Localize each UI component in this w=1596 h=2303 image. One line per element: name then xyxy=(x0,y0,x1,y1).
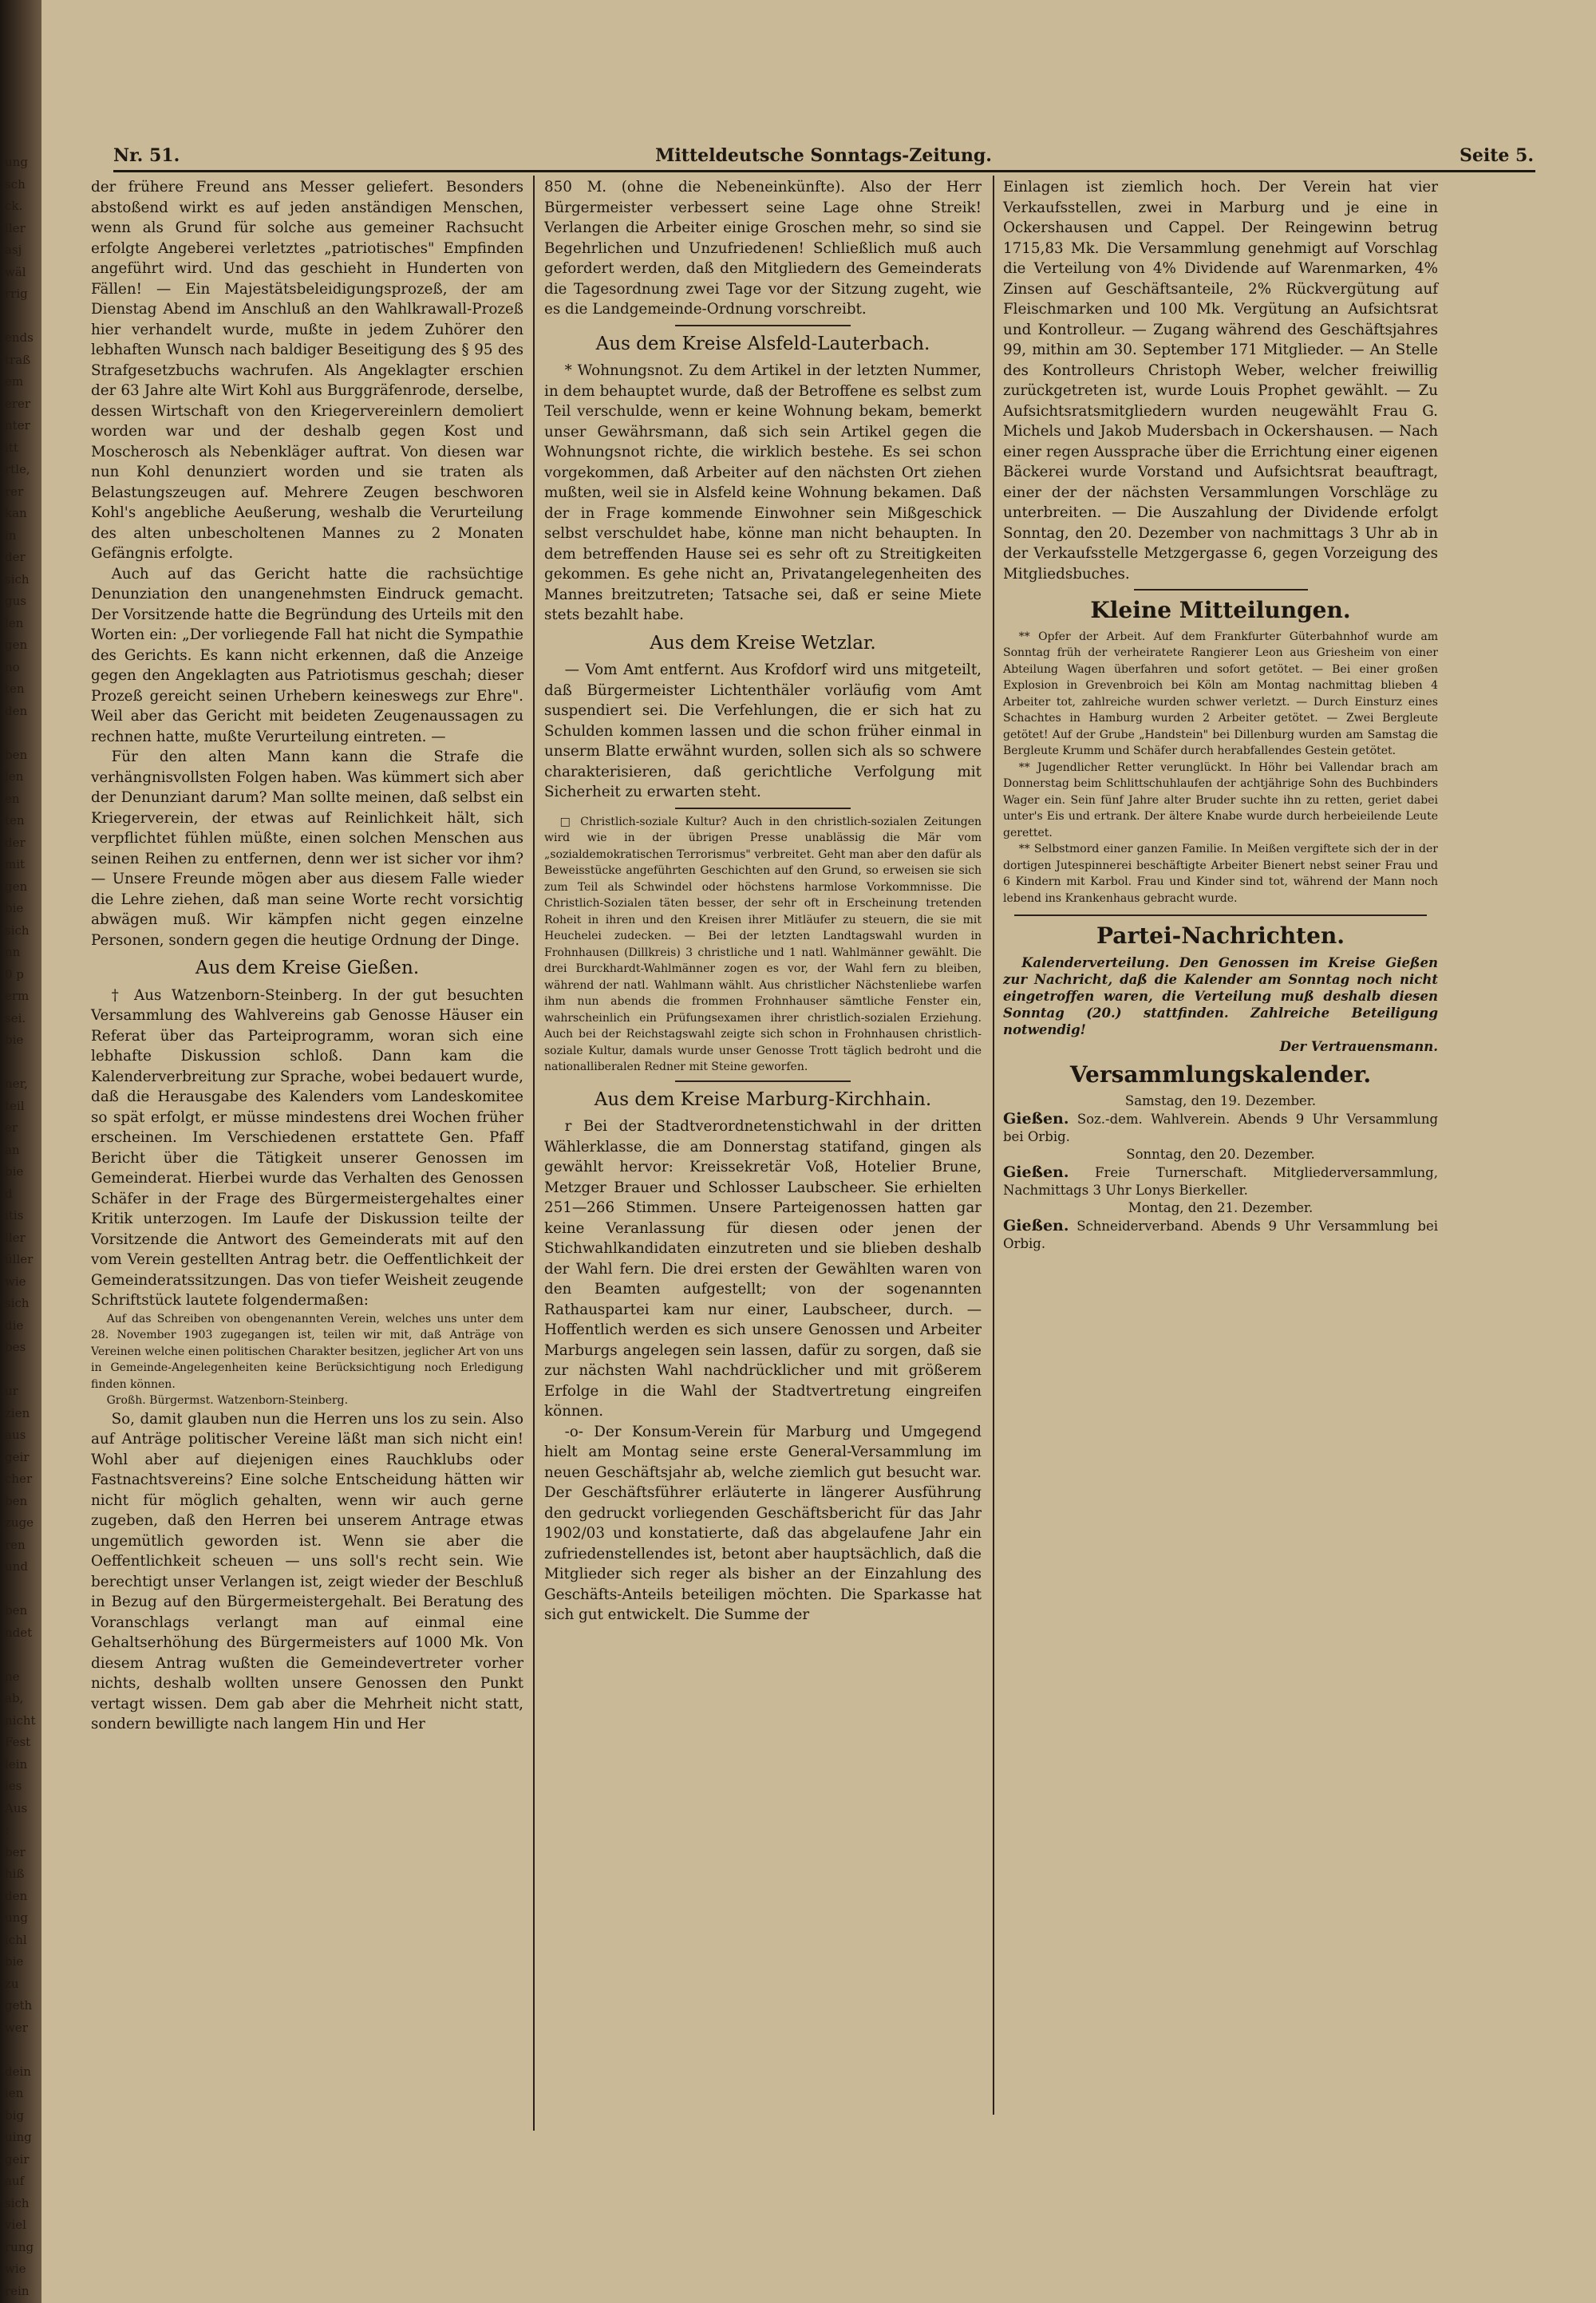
article-paragraph: Für den alten Mann kann die Strafe die verhängnisvollsten Folgen haben. Was kümmert sich aber der Denunziant darum? Man sollte meinen, daß selbst ein Kriegerverein, der etwas auf Reinlichkeit hält, sich verpflichtet fühlen müßte, einen solchen Menschen aus seinen Reihen zu entfernen, denn wer ist sicher vor ihm? — Unsere Freunde mögen aber aus diesem Falle wieder die Lehre ziehen, daß man seine Worte recht vorsichtig abwägen muß. Wir kämpfen nicht gegen einzelne Personen, sondern gegen die heutige Ordnung der Dinge. xyxy=(91,749,523,949)
calendar-date: Sonntag, den 20. Dezember. xyxy=(1126,1147,1315,1162)
section-heading: Versammlungskalender. xyxy=(1069,1061,1372,1088)
page-header xyxy=(113,142,1534,171)
calendar-entry xyxy=(1003,1092,1438,1253)
news-item: ** Jugendlicher Retter verunglückt. In Höhr bei Vallendar brach am Donnerstag beim Schlittschuhlaufen der achtjährige Sohn des Buchbinders Wager ein. Sein fünf Jahre alter Bruder suchte ihn zu retten, geriet dabei unter's Eis und ertrank. Der ältere Knabe wurde durch herbeieilende Leute gerettet. xyxy=(1003,760,1438,839)
header-rule xyxy=(113,170,1535,172)
column-rule xyxy=(533,176,535,2131)
article-paragraph: -o- Der Konsum-Verein für Marburg und Umgegend hielt am Montag seine erste General-Versammlung im neuen Geschäftsjahr ab, welche ziemlich gut besucht war. Der Geschäftsführer erläuterte in längerer Ausführung den gedruckt vorliegenden Geschäftsbericht für das Jahr 1902/03 und konstatierte, daß das abgelaufene Jahr ein zufriedenstellendes ist, betont aber hauptsächlich, daß die Mitglieder sich reger als bisher an der Einzahlung des Geschäfts-Anteils beteiligen möchten. Die Sparkasse hat sich gut entwickelt. Die Summe der xyxy=(544,1423,982,1623)
quoted-letter: Auf das Schreiben von obengenannten Verein, welches uns unter dem 28. November 1903 zugegangen ist, teilen wir mit, daß Anträge von Vereinen welche einen politischen Charakter besitzen, jeglicher Art von uns in Gemeinde-Angelegenheiten keine Berücksichtigung noch Erledigung finden können. xyxy=(91,1312,523,1391)
page-number: Seite 5. xyxy=(1459,145,1534,166)
calendar-date: Samstag, den 19. Dezember. xyxy=(1124,1093,1317,1108)
article-paragraph: So, damit glauben nun die Herren uns los zu sein. Also auf Anträge politischer Vereine läßt man sich nicht ein! Wohl aber auf diejenigen eines Rauchklubs oder Fastnachtsvereins? Eine solche Entscheidung hätten wir nicht für möglich gehalten, wenn wir auch gerne zugeben, daß den Herren bei unserem Antrage etwas ungemütlich geworden ist. Wenn sie aber die Oeffentlichkeit scheuen — uns soll's recht sein. Wie berechtigt unser Verlangen ist, zeigt wieder der Beschluß in Bezug auf den Bürgermeistergehalt. Bei Beratung des Voranschlags verlangt man auf einmal eine Gehaltserhöhung des Bürgermeisters auf 1000 Mk. Von diesem Antrag wußten die Gemeindevertreter vorher nichts, deshalb wollten unsere Genossen den Punkt vertagt wissen. Dem gab aber die Mehrheit nicht statt, sondern bewilligte nach langem Hin und Her xyxy=(91,1410,523,1732)
section-heading: Aus dem Kreise Wetzlar. xyxy=(650,632,876,654)
column-2 xyxy=(544,177,982,2108)
notice-signature: Der Vertrauensmann. xyxy=(1279,1038,1438,1054)
issue-number: Nr. 51. xyxy=(113,145,180,166)
news-item: ** Selbstmord einer ganzen Familie. In Meißen vergiftete sich der in der dortigen Jutespinnerei beschäftigte Arbeiter Bienert nebst seiner Frau und 6 Kindern mit Karbol. Frau und Kinder sind tot, während der Mann noch lebend ins Krankenhaus gebracht wurde. xyxy=(1003,843,1438,905)
column-rule xyxy=(993,176,994,2115)
article-paragraph: * Wohnungsnot. Zu dem Artikel in der letzten Nummer, in dem behauptet wurde, daß der Betroffene es selbst zum Teil verschulde, wenn er keine Wohnung bekam, bemerkt unser Gewährsmann, daß sich sein Artikel gegen die Wohnungsnot richte, die wirklich bestehe. Es sei schon vorgekommen, daß Arbeiter auf den nächsten Ort ziehen mußten, weil sie in Alsfeld keine Wohnung bekamen. Daß der in Frage kommende Einwohner sein Mißgeschick selbst verschuldet habe, könne man nicht behaupten. In dem betreffenden Hause sei es sehr oft zu Streitigkeiten gekommen. Es gehe nicht an, Privatangelegenheiten des Mannes breitzutreten; Tatsache sei, daß er seine Miete stets bezahlt habe. xyxy=(544,362,982,623)
divider xyxy=(675,808,850,809)
calendar-text: Freie Turnerschaft. Mitgliederversammlung, Nachmittags 3 Uhr Lonys Bierkeller. xyxy=(1003,1165,1438,1198)
calendar-place: Gießen. xyxy=(1003,1217,1069,1234)
book-binding xyxy=(0,0,41,2303)
newspaper-title: Mitteldeutsche Sonntags-Zeitung. xyxy=(655,145,992,166)
calendar-place: Gießen. xyxy=(1003,1110,1069,1128)
column-3 xyxy=(1003,177,1438,2268)
article-paragraph: † Aus Watzenborn-Steinberg. In der gut besuchten Versammlung des Wahlvereins gab Genosse Häuser ein Referat über das Parteiprogramm, woran sich eine lebhafte Diskussion schloß. Dann kam die Kalenderverbreitung zur Sprache, wobei bedauert wurde, daß die Herausgabe des Kalenders vom Landeskomitee so spät erfolgt, er müsse mindestens drei Wochen früher erscheinen. Im Verschiedenen erstattete Gen. Pfaff Bericht über die Tätigkeit unserer Genossen im Gemeinderat. Hierbei wurde das Verhalten des Genossen Schäfer in der Frage des Bürgermeistergehaltes einer Kritik unterzogen. Im Laufe der Diskussion teilte der Vorsitzende die Antwort des Gemeinderats mit auf den vom Verein gestellten Antrag betr. die Oeffentlichkeit der Gemeinderatssitzungen. Das von tiefer Weisheit zeugende Schriftstück lautete folgendermaßen: xyxy=(91,986,523,1309)
calendar-place: Gießen. xyxy=(1003,1163,1069,1181)
divider xyxy=(675,325,850,326)
article-paragraph: Einlagen ist ziemlich hoch. Der Verein hat vier Verkaufsstellen, zwei in Marburg und je eine in Ockershausen und Cappel. Der Reingewinn betrug 1715,83 Mk. Die Versammlung genehmigt auf Vorschlag die Verteilung von 4% Dividende auf Warenmarken, 4% Zinsen auf Geschäftsanteile, 2% Rückvergütung auf Fleischmarken und 100 Mk. Vergütung an Aufsichtsrat und Kontrolleur. — Zugang während des Geschäftsjahres 99, mithin am 30. September 171 Mitglieder. — An Stelle des Kontrolleurs Christoph Weber, welcher freiwillig zurückgetreten ist, wurde Louis Prophet gewählt. — Zu Aufsichtsratsmitgliedern wurden neugewählt Frau G. Michels und Jakob Mudersbach in Ockershausen. — Nach einer regen Aussprache über die Errichtung einer eigenen Bäckerei wurde Vorstand und Aufsichtsrat beauftragt, einer der der nächsten Versammlungen Vorschläge zu unterbreiten. — Die Auszahlung der Dividende erfolgt Sonntag, den 20. Dezember von nachmittags 3 Uhr ab in der Verkaufsstelle Metzgergasse 6, gegen Vorzeigung des Mitgliedsbuches. xyxy=(1003,179,1438,583)
section-heading: Kleine Mitteilungen. xyxy=(1090,597,1351,623)
article-paragraph-small: □ Christlich-soziale Kultur? Auch in den christlich-sozialen Zeitungen wird wie in der übrigen Presse unablässig die Mär vom „sozialdemokratischen Terrorismus" verbreitet. Geht man aber den dafür als Beweisstücke angeführten Geschichten auf den Grund, so erweisen sie sich zum Teil als Schwindel oder höchstens harmlose Vorkommnisse. Die Christlich-Sozialen täten besser, der sehr oft in Erscheinung tretenden Roheit in ihren und den Kreisen ihrer Mitläufer zu steuern, die sie mit Heuchelei zudecken. — Bei der letzten Landtagswahl wurden in Frohnhausen (Dillkreis) 3 christliche und 1 natl. Wahlmänner gewählt. Die drei Burckhardt-Wahlmänner zogen es vor, der Wahl fern zu bleiben, während der natl. Wahlmann wählt. Aus christlicher Nächstenliebe warfen ihm nun abends die frommen Frohnhauser sämtliche Fenster ein, wahrscheinlich ein Prüfungsexamen ihrer christlich-sozialen Erziehung. Auch bei der Reichstagswahl zeigte sich schon in Frohnhausen christlich-soziale Kultur, damals wurde unser Genosse Trott täglich bedroht und die nationalliberalen Redner mit Steine geworfen. xyxy=(544,815,982,1073)
article-paragraph: — Vom Amt entfernt. Aus Krofdorf wird uns mitgeteilt, daß Bürgermeister Lichtenthäler vorläufig vom Amt suspendiert sei. Die Verfehlungen, die er sich hat zu Schulden kommen lassen und die schon früher einmal in unserm Blatte erwähnt wurden, sollen sich als so schwere charakterisieren, daß gerichtliche Verfolgung mit Sicherheit zu erwarten steht. xyxy=(544,662,982,800)
article-paragraph: r Bei der Stadtverordnetenstichwahl in der dritten Wählerklasse, die am Donnerstag statifand, gingen als gewählt hervor: Kreissekretär Voß, Hotelier Brune, Metzger Brauer und Schlosser Laubscheer. Sie erhielten 251—266 Stimmen. Unsere Parteigenossen hatten gar keine Veranlassung für diesen oder jenen der Stichwahlkandidaten einzutreten und sie blieben deshalb der Wahl fern. Die drei ersten der Gewählten waren von den Beamten aufgestellt; von der sogenannten Rathauspartei kam nur einer, Laubscheer, durch. — Hoffentlich werden es sich unsere Genossen und Arbeiter Marburgs angelegen sein lassen, dafür zu sorgen, daß sie zur nächsten Wahl nachdrücklicher und mit größerem Erfolge in die Wahl der Stadtvertretung eingreifen können. xyxy=(544,1118,982,1420)
party-notice: Kalenderverteilung. Den Genossen im Kreise Gießen zur Nachricht, daß die Kalender am Sonntag noch nicht eingetroffen waren, die Verteilung muß deshalb diesen Sonntag (20.) stattfinden. Zahlreiche Beteiligung notwendig! xyxy=(1003,954,1438,1037)
divider xyxy=(1014,914,1428,916)
news-item: ** Opfer der Arbeit. Auf dem Frankfurter Güterbahnhof wurde am Sonntag früh der verheiratete Rangierer Leon aus Griesheim von einer Abteilung Wagen überfahren und sofort getötet. — Bei einer großen Explosion in Grevenbroich bei Köln am Montag nachmittag blieben 4 Arbeiter tot, zahlreiche wurden schwer verletzt. — Durch Einsturz eines Schachtes in Hamburg wurden 2 Arbeiter getötet. — Zwei Bergleute getötet! Auf der Grube „Handstein" bei Dillenburg wurden am Samstag die Bergleute Krumm und Schäfer durch herabfallendes Gestein getötet. xyxy=(1003,630,1438,757)
letter-signature: Großh. Bürgermst. Watzenborn-Steinberg. xyxy=(106,1394,349,1407)
column-1 xyxy=(91,177,523,2252)
calendar-text: Schneiderverband. Abends 9 Uhr Versammlung bei Orbig. xyxy=(1003,1219,1438,1251)
article-paragraph: 850 M. (ohne die Nebeneinkünfte). Also der Herr Bürgermeister verbessert seine Lage ohne Streik! Verlangen die Arbeiter einige Groschen mehr, so sind sie Begehrlichen und Unzufriedenen! Schließlich muß auch gefordert werden, daß den Mitgliedern des Gemeinderats die Tagesordnung zwei Tage vor der Sitzung zugeht, wie es die Landgemeinde-Ordnung vorschreibt. xyxy=(544,179,982,318)
article-paragraph: Auch auf das Gericht hatte die rachsüchtige Denunziation den unangenehmsten Eindruck gemacht. Der Vorsitzende hatte die Begründung des Urteils mit den Worten ein: „Der vorliegende Fall hat nicht die Sympathie des Gerichts. Es kann nicht erkennen, daß die Anzeige gegen den Angeklagten aus Patriotismus geschah; dieser Prozeß gereicht seinen Urhebern keineswegs zur Ehre". Weil aber das Gericht mit beideten Zeugenaussagen zu rechnen hatte, mußte Verurteilung eintreten. — xyxy=(91,565,523,745)
section-heading: Aus dem Kreise Gießen. xyxy=(195,958,420,978)
section-heading: Partei-Nachrichten. xyxy=(1096,922,1345,949)
section-heading: Aus dem Kreise Marburg-Kirchhain. xyxy=(594,1088,932,1110)
adjacent-page-text: ung sch ck. ller asj wäl rrig ends traß em erer nter itt rtle, rer kan in der sich gus len gen no ten den ben len en ten der mit gen bie sich nn 0 p erm sei. bie ner, teil er an bie d itis ller üller wie sich die bes ur zien aus geir cher ben zuge ren und ben ndet ne ab, nicht Fest lein ies Aus : ber hiß den ung ichl bie zu geth wer dein ien big uing geir auf sich viel rung wie rein xyxy=(5,155,36,2298)
section-heading: Aus dem Kreise Alsfeld-Lauterbach. xyxy=(595,333,930,354)
calendar-date: Montag, den 21. Dezember. xyxy=(1128,1200,1314,1215)
divider xyxy=(1134,589,1308,591)
article-paragraph: der frühere Freund ans Messer geliefert. Besonders abstoßend wirkt es auf jeden anständigen Menschen, wenn als Grund für solche aus gemeiner Rachsucht erfolgte Angeberei verletztes „patriotisches" Empfinden angeführt wird. Und das geschieht in Hunderten von Fällen! — Ein Majestätsbeleidigungsprozeß, der am Dienstag Abend im Anschluß an den Wahlkrawall-Prozeß hier verhandelt wurde, mußte in jedem Zuhörer den lebhaften Wunsch nach baldiger Beseitigung des § 95 des Strafgesetzbuchs wachrufen. Als Angeklagter erschien der 63 Jahre alte Wirt Kohl aus Burggräfenrode, derselbe, dessen Wirtschaft von den Kriegervereinlern demoliert worden war und der deshalb gegen Kost und Moscherosch als Nebenkläger auftrat. Von diesen war nun Kohl denunziert worden und sie traten als Belastungszeugen auf. Mehrere Zeugen beschworen Kohl's angebliche Aeußerung, weshalb die Verurteilung des alten unbescholtenen Mannes zu 2 Monaten Gefängnis erfolgte. xyxy=(91,179,523,562)
divider xyxy=(675,1080,850,1082)
calendar-text: Soz.-dem. Wahlverein. Abends 9 Uhr Versammlung bei Orbig. xyxy=(1003,1112,1439,1144)
newspaper-page xyxy=(41,0,1596,2303)
